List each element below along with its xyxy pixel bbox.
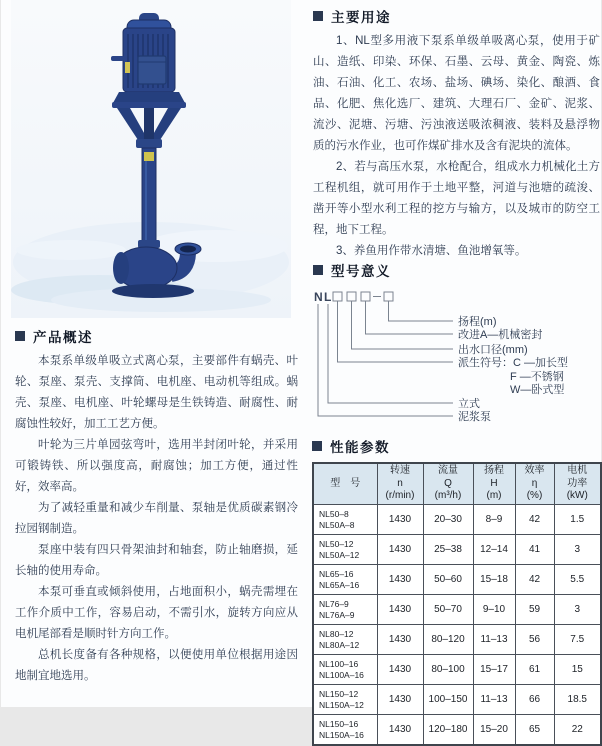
speed-cell: 1430: [377, 565, 423, 595]
head-cell: 15–20: [473, 715, 515, 746]
label-head: 扬程(m): [458, 316, 497, 328]
paragraph: 泵座中装有四只骨架油封和轴套，防止轴磨损，延长轴的使用寿命。: [15, 544, 298, 577]
code-letter-l: L: [324, 290, 332, 304]
square-bullet-icon: [15, 331, 25, 341]
label-derived: 派生符号：C —加长型: [458, 357, 568, 369]
junction-box: [138, 56, 166, 84]
head-cell: 9–10: [473, 595, 515, 625]
eff-cell: 66: [515, 685, 554, 715]
table-row: [313, 595, 601, 625]
model-cell: NL150–12 NL150A–12: [313, 685, 377, 715]
label-vertical: 立式: [458, 398, 480, 410]
eff-cell: 59: [515, 595, 554, 625]
paragraph: 本泵可垂直或倾斜使用，占地面积小，蜗壳需埋在工作介质中工作，容易启动，不需引水，旋转方向应从电机尾部看是顺时针方向工作。: [15, 586, 298, 640]
head-cell: 15–18: [473, 565, 515, 595]
speed-cell: 1430: [377, 655, 423, 685]
section-model-meaning: [313, 260, 600, 438]
power-cell: 18.5: [554, 685, 601, 715]
eff-cell: 56: [515, 625, 554, 655]
overview-paragraphs: [15, 351, 298, 687]
usage-title: 主要用途: [331, 10, 391, 25]
code-letter-n: N: [314, 290, 323, 304]
paragraph: 1、NL型多用液下泵系单级单吸离心泵，使用于矿山、造纸、印染、环保、石墨、云母、黄金、陶瓷、炼油、石油、化工、农场、盐场、碘场、染化、酿酒、食品、化肥、焦化选厂、建筑、大理石厂、金矿、泥浆、流沙、泥塘、污塘、污浊液送吸浓稠液、装料及悬浮物质的污水作业，也可作煤矿排水及含有泥块的流体。: [313, 35, 600, 152]
catalog-page: [1, 0, 601, 740]
label-derived-w: W—卧式型: [510, 384, 565, 396]
label-slurry: 泥浆泵: [458, 411, 491, 423]
code-box-4: [384, 292, 393, 301]
performance-header: [312, 436, 600, 456]
label-outlet: 出水口径(mm): [458, 344, 528, 356]
flow-cell: 80–100: [423, 655, 473, 685]
table-row: [313, 685, 601, 715]
col-header-eff: 效率 η (%): [515, 463, 554, 505]
support-bracket: [112, 92, 186, 148]
pump-illustration: [11, 0, 291, 318]
model-meaning-header: [313, 260, 600, 280]
col-header-flow: 流量 Q (m³/h): [423, 463, 473, 505]
col-header-speed: 转速 n (r/min): [377, 463, 423, 505]
code-box-1: [333, 292, 342, 301]
speed-cell: 1430: [377, 715, 423, 746]
usage-paragraphs: [313, 31, 600, 262]
speed-cell: 1430: [377, 505, 423, 535]
table-header-row: [313, 463, 601, 505]
section-main-usage: [313, 6, 600, 262]
power-cell: 15: [554, 655, 601, 685]
table-row: [313, 505, 601, 535]
power-cell: 1.5: [554, 505, 601, 535]
paragraph: 3、养鱼用作带水清塘、鱼池增氧等。: [336, 245, 527, 257]
flow-cell: 50–60: [423, 565, 473, 595]
power-cell: 5.5: [554, 565, 601, 595]
flow-cell: 50–70: [423, 595, 473, 625]
overview-header: [15, 326, 298, 346]
speed-cell: 1430: [377, 595, 423, 625]
table-row: [313, 565, 601, 595]
label-improved: 改进A—机械密封: [458, 329, 543, 341]
table-row: [313, 715, 601, 746]
product-photo: [11, 0, 291, 318]
performance-title: 性能参数: [330, 440, 390, 455]
model-code-diagram: [313, 288, 600, 438]
section-performance: [312, 436, 600, 746]
head-cell: 11–13: [473, 685, 515, 715]
head-cell: 11–13: [473, 625, 515, 655]
speed-cell: 1430: [377, 685, 423, 715]
flow-cell: 120–180: [423, 715, 473, 746]
speed-cell: 1430: [377, 625, 423, 655]
col-header-head: 扬程 H (m): [473, 463, 515, 505]
model-cell: NL65–16 NL65A–16: [313, 565, 377, 595]
paragraph: 叶轮为三片单园弦弯叶，选用半封闭叶轮，并采用可锻铸铁、所以强度高，耐腐蚀；加工方便，通过性好，效率高。: [15, 439, 298, 493]
power-cell: 3: [554, 535, 601, 565]
eff-cell: 42: [515, 565, 554, 595]
paragraph: 总机长度备有各种规格，以便使用单位根据用途因地制宜地选用。: [15, 649, 298, 682]
model-cell: NL50–8 NL50A–8: [313, 505, 377, 535]
model-cell: NL150–16 NL150A–16: [313, 715, 377, 746]
col-header-model: 型 号: [313, 463, 377, 505]
square-bullet-icon: [313, 11, 323, 21]
table-row: [313, 535, 601, 565]
performance-table: [312, 462, 602, 746]
eff-cell: 61: [515, 655, 554, 685]
head-cell: 15–17: [473, 655, 515, 685]
table-row: [313, 625, 601, 655]
paragraph: 本泵系单级单吸立式离心泵，主要部件有蜗壳、叶轮、泵座、泵壳、支撑筒、电机座、电动机等组成。蜗壳、泵座、电机座、叶轮螺母是生铁铸造、耐腐性、耐腐蚀性较好，加工工艺方便。: [15, 355, 298, 430]
model-cell: NL80–12 NL80A–12: [313, 625, 377, 655]
eff-cell: 42: [515, 505, 554, 535]
usage-header: [313, 6, 600, 26]
base-plate: [112, 284, 194, 298]
col-header-power: 电机 功率 (kW): [554, 463, 601, 505]
flow-cell: 20–30: [423, 505, 473, 535]
head-cell: 12–14: [473, 535, 515, 565]
eff-cell: 65: [515, 715, 554, 746]
power-cell: 3: [554, 595, 601, 625]
motor-lug: [111, 56, 124, 61]
performance-table-body: [313, 505, 601, 746]
nameplate-yellow: [125, 62, 130, 73]
code-box-2: [347, 292, 356, 301]
code-box-3: [361, 292, 370, 301]
head-cell: 8–9: [473, 505, 515, 535]
power-cell: 22: [554, 715, 601, 746]
power-cell: 7.5: [554, 625, 601, 655]
square-bullet-icon: [313, 265, 323, 275]
model-cell: NL76–9 NL76A–9: [313, 595, 377, 625]
speed-cell: 1430: [377, 535, 423, 565]
model-meaning-title: 型号意义: [331, 264, 391, 279]
pump-motor: [111, 13, 175, 92]
flow-cell: 25–38: [423, 535, 473, 565]
square-bullet-icon: [312, 441, 322, 451]
section-overview: [15, 326, 298, 687]
overview-title: 产品概述: [33, 330, 93, 345]
pipe-label-yellow: [144, 152, 154, 161]
eff-cell: 41: [515, 535, 554, 565]
flow-cell: 100–150: [423, 685, 473, 715]
paragraph: 2、若与高压水泵，水枪配合，组成水力机械化土方工程机组，就可用作于土地平整，河道与池塘的疏浚、凿开等小型水利工程的挖方与输方，以及城市的防空工程，地下工程。: [313, 161, 600, 236]
paragraph: 为了减轻重量和减少车削量、泵轴是优质碳素钢冷拉园钢制造。: [15, 502, 298, 535]
label-derived-f: F —不锈钢: [510, 371, 564, 383]
model-cell: NL100–16 NL100A–16: [313, 655, 377, 685]
flow-cell: 80–120: [423, 625, 473, 655]
table-row: [313, 655, 601, 685]
model-cell: NL50–12 NL50A–12: [313, 535, 377, 565]
